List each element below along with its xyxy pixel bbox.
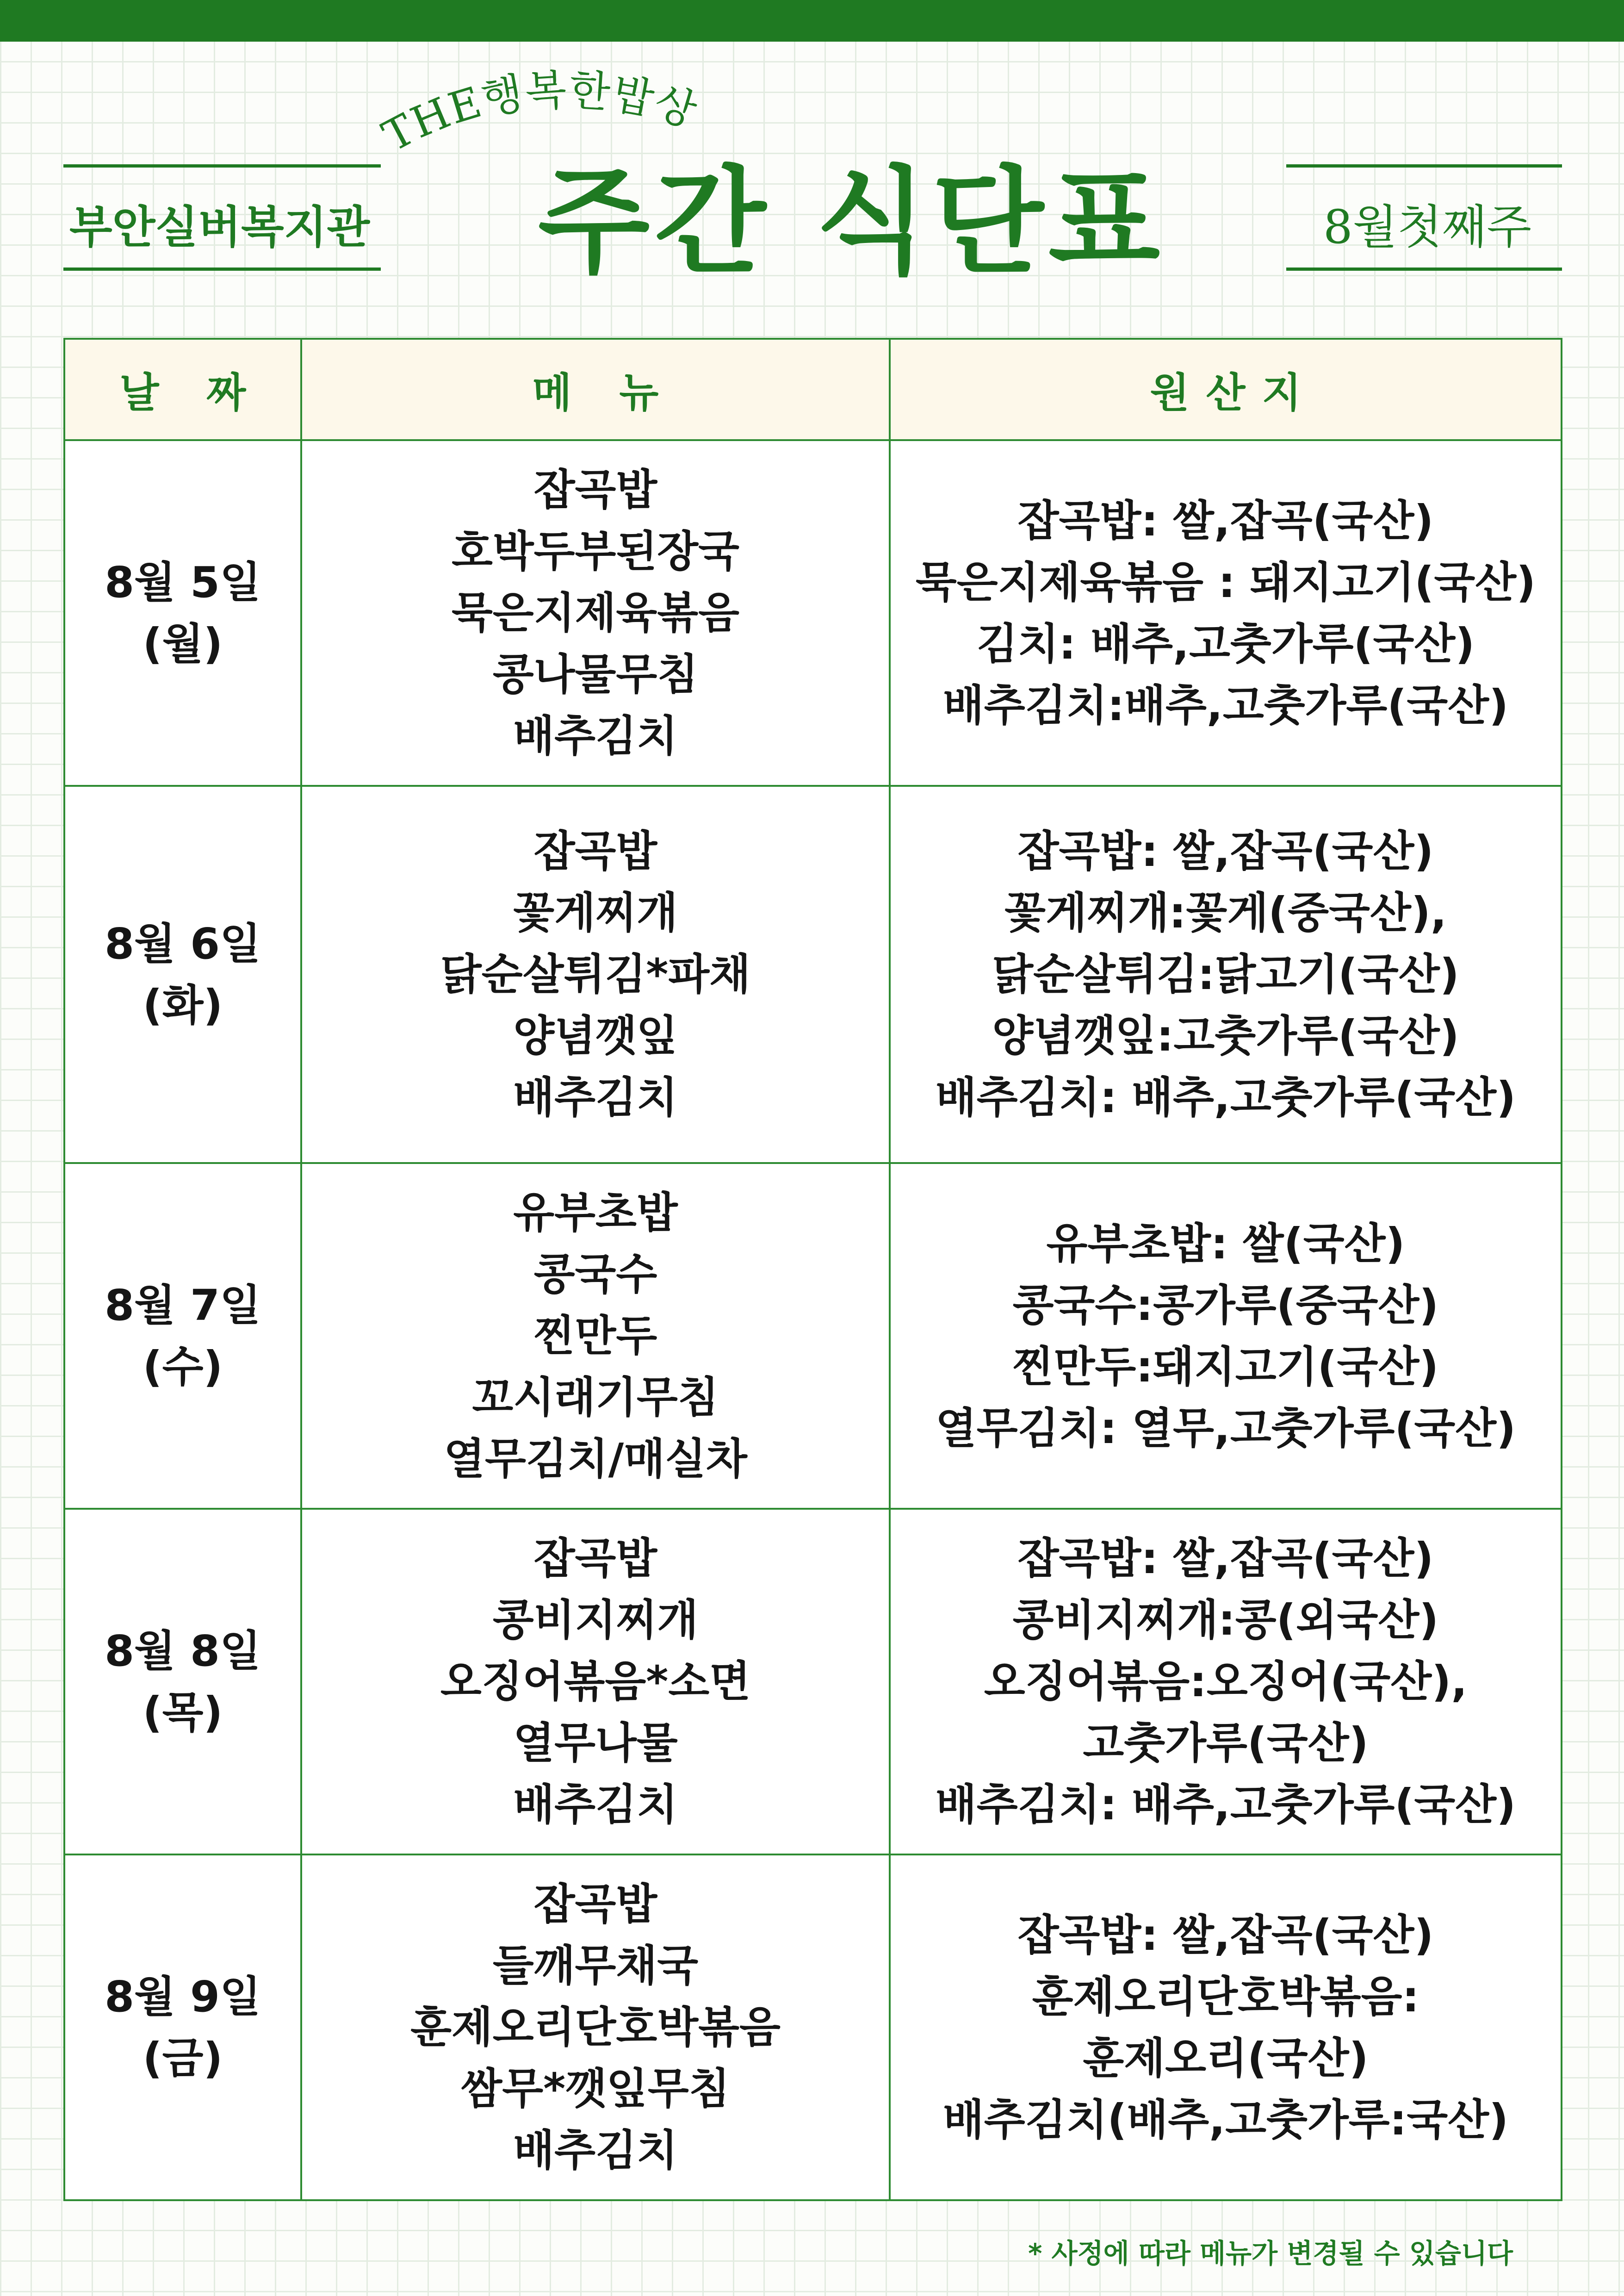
menu-item: 열무나물 <box>513 1718 678 1768</box>
origin-line: 콩비지찌개:콩(외국산) <box>1012 1595 1439 1645</box>
menu-cell <box>301 1163 890 1509</box>
origin-cell <box>890 440 1562 786</box>
menu-item: 꼬시래기무침 <box>472 1373 719 1422</box>
menu-item: 잡곡밥 <box>533 827 657 876</box>
origin-cell <box>890 1509 1562 1854</box>
menu-item: 유부초밥 <box>513 1188 678 1238</box>
menu-item: 양념깻잎 <box>513 1011 678 1061</box>
table-header-row <box>64 339 1562 440</box>
menu-item: 배추김치 <box>513 711 678 761</box>
origin-line: 찐만두:돼지고기(국산) <box>1012 1342 1439 1392</box>
menu-cell <box>301 786 890 1163</box>
menu-item: 호박두부된장국 <box>451 527 740 576</box>
origin-line: 잡곡밥: 쌀,잡곡(국산) <box>1017 1534 1434 1583</box>
header-origin: 원산지 <box>890 339 1562 440</box>
date-text: 8월 5일 <box>105 557 261 607</box>
menu-item: 오징어볶음*소면 <box>440 1657 751 1706</box>
menu-item: 찐만두 <box>533 1311 657 1361</box>
date-cell <box>64 1163 301 1509</box>
menu-cell <box>301 1509 890 1854</box>
menu-item: 콩나물무침 <box>492 650 699 699</box>
menu-item: 콩비지찌개 <box>492 1595 699 1645</box>
origin-line: 묵은지제육볶음 : 돼지고기(국산) <box>915 557 1536 607</box>
origin-line: 고춧가루(국산) <box>1083 1718 1369 1768</box>
origin-line: 배추김치:배추,고춧가루(국산) <box>942 680 1509 730</box>
date-text: 8월 7일 <box>105 1280 261 1330</box>
menu-item: 묵은지제육볶음 <box>451 588 740 638</box>
weekday-text: (수) <box>143 1342 223 1392</box>
origin-line: 훈제오리(국산) <box>1083 2033 1369 2083</box>
origin-line: 배추김치(배추,고춧가루:국산) <box>942 2095 1509 2145</box>
origin-line: 유부초밥: 쌀(국산) <box>1046 1219 1405 1269</box>
table-row <box>64 440 1562 786</box>
origin-cell <box>890 786 1562 1163</box>
menu-item: 콩국수 <box>533 1250 657 1299</box>
menu-item: 꽃게찌개 <box>513 888 678 938</box>
change-notice: * 사정에 따라 메뉴가 변경될 수 있습니다 <box>1028 2238 1513 2269</box>
origin-line: 꽃게찌개:꽃게(중국산), <box>1004 888 1447 938</box>
date-cell <box>64 786 301 1163</box>
menu-item: 잡곡밥 <box>533 1879 657 1929</box>
svg-text:THE행복한밥상 <box>375 65 703 162</box>
table-row <box>64 786 1562 1163</box>
origin-line: 양념깻잎:고춧가루(국산) <box>992 1011 1459 1061</box>
origin-line: 콩국수:콩가루(중국산) <box>1012 1280 1439 1330</box>
date-text: 8월 9일 <box>105 1972 261 2022</box>
date-cell <box>64 440 301 786</box>
origin-cell <box>890 1854 1562 2200</box>
menu-item: 잡곡밥 <box>533 1534 657 1583</box>
menu-item: 닭순살튀김*파채 <box>440 950 751 999</box>
menu-cell <box>301 440 890 786</box>
header-date: 날 짜 <box>64 339 301 440</box>
week-label: 8월첫째주 <box>1323 200 1532 254</box>
date-cell <box>64 1509 301 1854</box>
page-title: 주간 식단표 <box>538 155 1165 289</box>
menu-item: 열무김치/매실차 <box>444 1434 747 1484</box>
weekday-text: (목) <box>143 1687 223 1737</box>
table-row <box>64 1854 1562 2200</box>
origin-line: 오징어볶음:오징어(국산), <box>984 1657 1468 1706</box>
weekday-text: (금) <box>143 2033 223 2083</box>
weekday-text: (월) <box>143 619 223 669</box>
menu-item: 잡곡밥 <box>533 465 657 515</box>
brand-arc-label: THE행복한밥상 <box>375 65 703 162</box>
origin-line: 배추김치: 배추,고춧가루(국산) <box>935 1073 1516 1122</box>
date-text: 8월 8일 <box>105 1626 261 1676</box>
table-row <box>64 1163 1562 1509</box>
origin-line: 훈제오리단호박볶음: <box>1032 1972 1419 2022</box>
origin-line: 잡곡밥: 쌀,잡곡(국산) <box>1017 827 1434 876</box>
menu-item: 배추김치 <box>513 1073 678 1122</box>
weekly-menu-table <box>63 338 1562 2201</box>
menu-item: 훈제오리단호박볶음 <box>410 2003 781 2052</box>
origin-line: 닭순살튀김:닭고기(국산) <box>992 950 1459 999</box>
menu-item: 들깨무채국 <box>492 1941 699 1991</box>
menu-item: 배추김치 <box>513 2126 678 2175</box>
origin-line: 잡곡밥: 쌀,잡곡(국산) <box>1017 1910 1434 1960</box>
origin-line: 열무김치: 열무,고춧가루(국산) <box>935 1403 1516 1453</box>
origin-cell <box>890 1163 1562 1509</box>
origin-line: 잡곡밥: 쌀,잡곡(국산) <box>1017 496 1434 546</box>
table-row <box>64 1509 1562 1854</box>
header-menu: 메 뉴 <box>301 339 890 440</box>
date-text: 8월 6일 <box>105 919 261 969</box>
origin-line: 김치: 배추,고춧가루(국산) <box>976 619 1475 669</box>
origin-line: 배추김치: 배추,고춧가루(국산) <box>935 1780 1516 1829</box>
weekday-text: (화) <box>143 980 223 1030</box>
menu-item: 쌈무*깻잎무침 <box>461 2064 730 2114</box>
date-cell <box>64 1854 301 2200</box>
org-name: 부안실버복지관 <box>69 201 370 253</box>
menu-cell <box>301 1854 890 2200</box>
menu-item: 배추김치 <box>513 1780 678 1829</box>
